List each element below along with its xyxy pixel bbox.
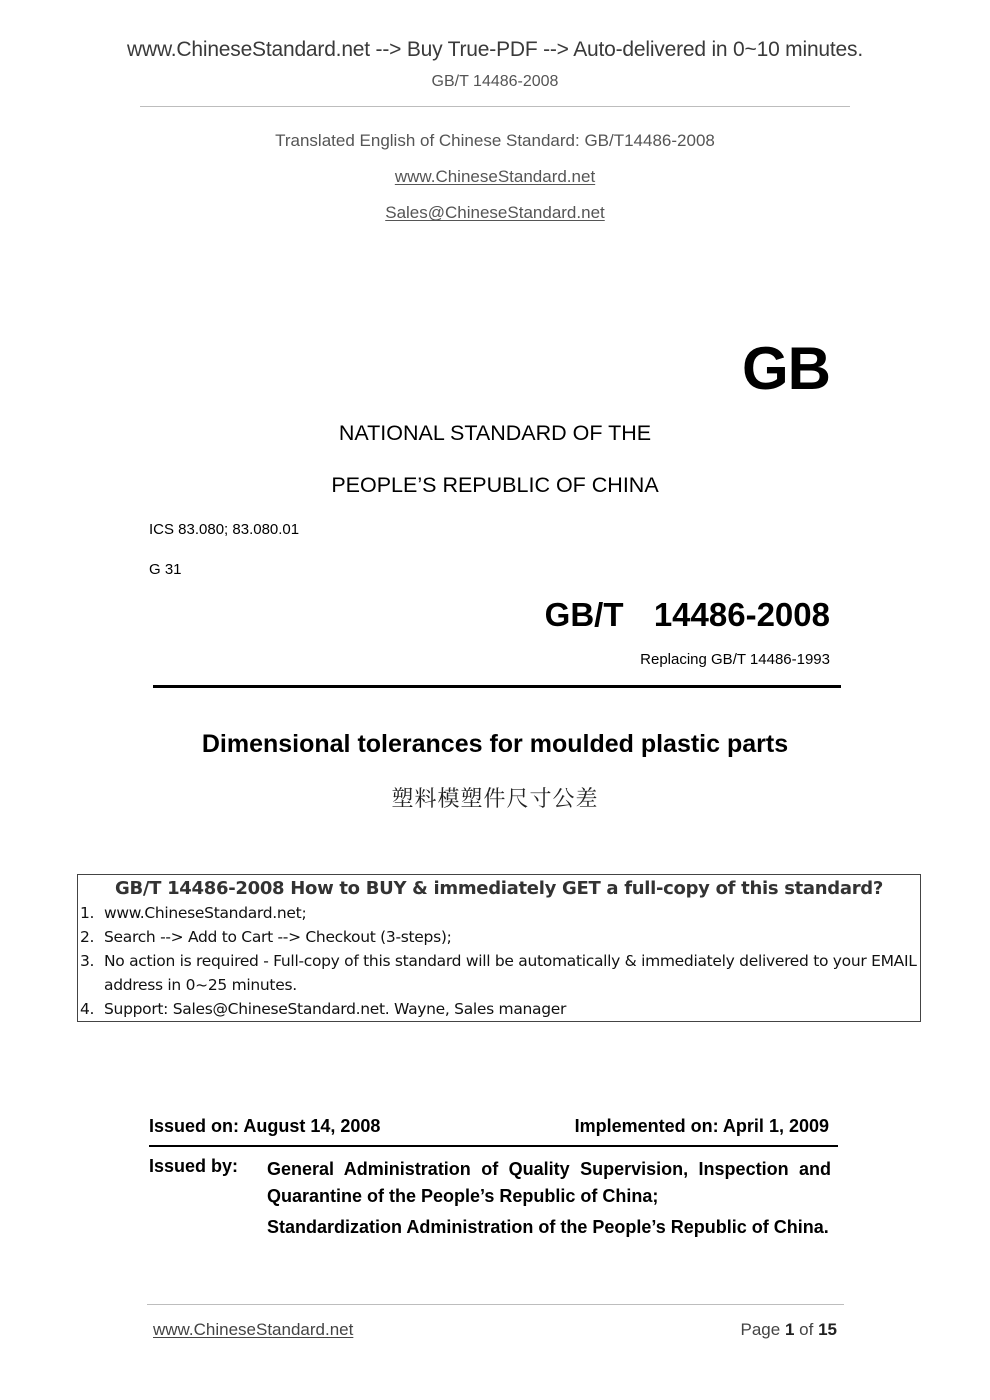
footer-divider bbox=[147, 1304, 844, 1305]
ics-code: ICS 83.080; 83.080.01 bbox=[149, 521, 300, 538]
header-divider bbox=[140, 106, 850, 107]
title-english: Dimensional tolerances for moulded plastic parts bbox=[201, 730, 789, 758]
purchase-info-box bbox=[77, 874, 921, 1022]
national-standard-line1: NATIONAL STANDARD OF THE bbox=[338, 421, 652, 445]
issued-by-label: Issued by: bbox=[149, 1156, 239, 1176]
purchase-info-title: GB/T 14486-2008 How to BUY & immediately GET a full-copy of this standard? bbox=[114, 878, 884, 899]
page-prefix: Page bbox=[740, 1320, 781, 1339]
step-text: Search --> Add to Cart --> Checkout (3-steps); bbox=[104, 928, 452, 946]
step-number: 1. bbox=[80, 904, 95, 922]
issuance-divider bbox=[149, 1145, 838, 1147]
purchase-steps-list bbox=[78, 901, 920, 1021]
email-link[interactable]: Sales@ChineseStandard.net bbox=[385, 203, 605, 222]
header-standard-code: GB/T 14486-2008 bbox=[431, 73, 559, 90]
title-chinese: 塑料模塑件尺寸公差 bbox=[391, 787, 599, 812]
issuer-aqsiq: General Administration of Quality Supervision, Inspection and Quarantine of the People’s Republic of China; bbox=[267, 1159, 831, 1206]
issued-on-date: Issued on: August 14, 2008 bbox=[149, 1116, 381, 1136]
email-link-container bbox=[0, 203, 990, 223]
purchase-step bbox=[78, 997, 920, 1021]
page-indicator bbox=[741, 1320, 837, 1340]
cover-divider bbox=[153, 685, 841, 688]
purchase-step bbox=[78, 901, 920, 925]
page-of: of bbox=[799, 1320, 814, 1339]
step-number: 4. bbox=[80, 1000, 95, 1018]
website-link-container bbox=[0, 167, 990, 187]
step-text: Support: Sales@ChineseStandard.net. Wayne, Sales manager bbox=[104, 1000, 567, 1018]
purchase-step bbox=[78, 925, 920, 949]
page-total: 15 bbox=[818, 1320, 837, 1339]
website-link[interactable]: www.ChineseStandard.net bbox=[394, 167, 596, 186]
step-text: No action is required - Full-copy of this standard will be automatically & immediately delivered to your EMAIL address in 0~25 minutes. bbox=[104, 952, 917, 994]
footer-link-container bbox=[153, 1320, 353, 1340]
classification-code: G 31 bbox=[149, 561, 182, 578]
step-number: 3. bbox=[80, 952, 95, 970]
replacing-note: Replacing GB/T 14486-1993 bbox=[640, 651, 830, 668]
national-standard-line2: PEOPLE’S REPUBLIC OF CHINA bbox=[331, 473, 659, 497]
issuer-sac: Standardization Administration of the People’s Republic of China. bbox=[267, 1217, 829, 1237]
purchase-step bbox=[78, 949, 920, 997]
translation-notice: Translated English of Chinese Standard: GB/T14486-2008 bbox=[275, 131, 715, 150]
implemented-on-date: Implemented on: April 1, 2009 bbox=[574, 1116, 829, 1136]
gb-logo: GB bbox=[742, 335, 830, 402]
step-number: 2. bbox=[80, 928, 95, 946]
header-banner: www.ChineseStandard.net --> Buy True-PDF --> Auto-delivered in 0~10 minutes. bbox=[127, 38, 863, 61]
step-text: www.ChineseStandard.net; bbox=[104, 904, 307, 922]
standard-number: GB/T 14486-2008 bbox=[544, 596, 830, 633]
page-current: 1 bbox=[784, 1320, 795, 1339]
footer-website-link[interactable]: www.ChineseStandard.net bbox=[153, 1320, 354, 1339]
